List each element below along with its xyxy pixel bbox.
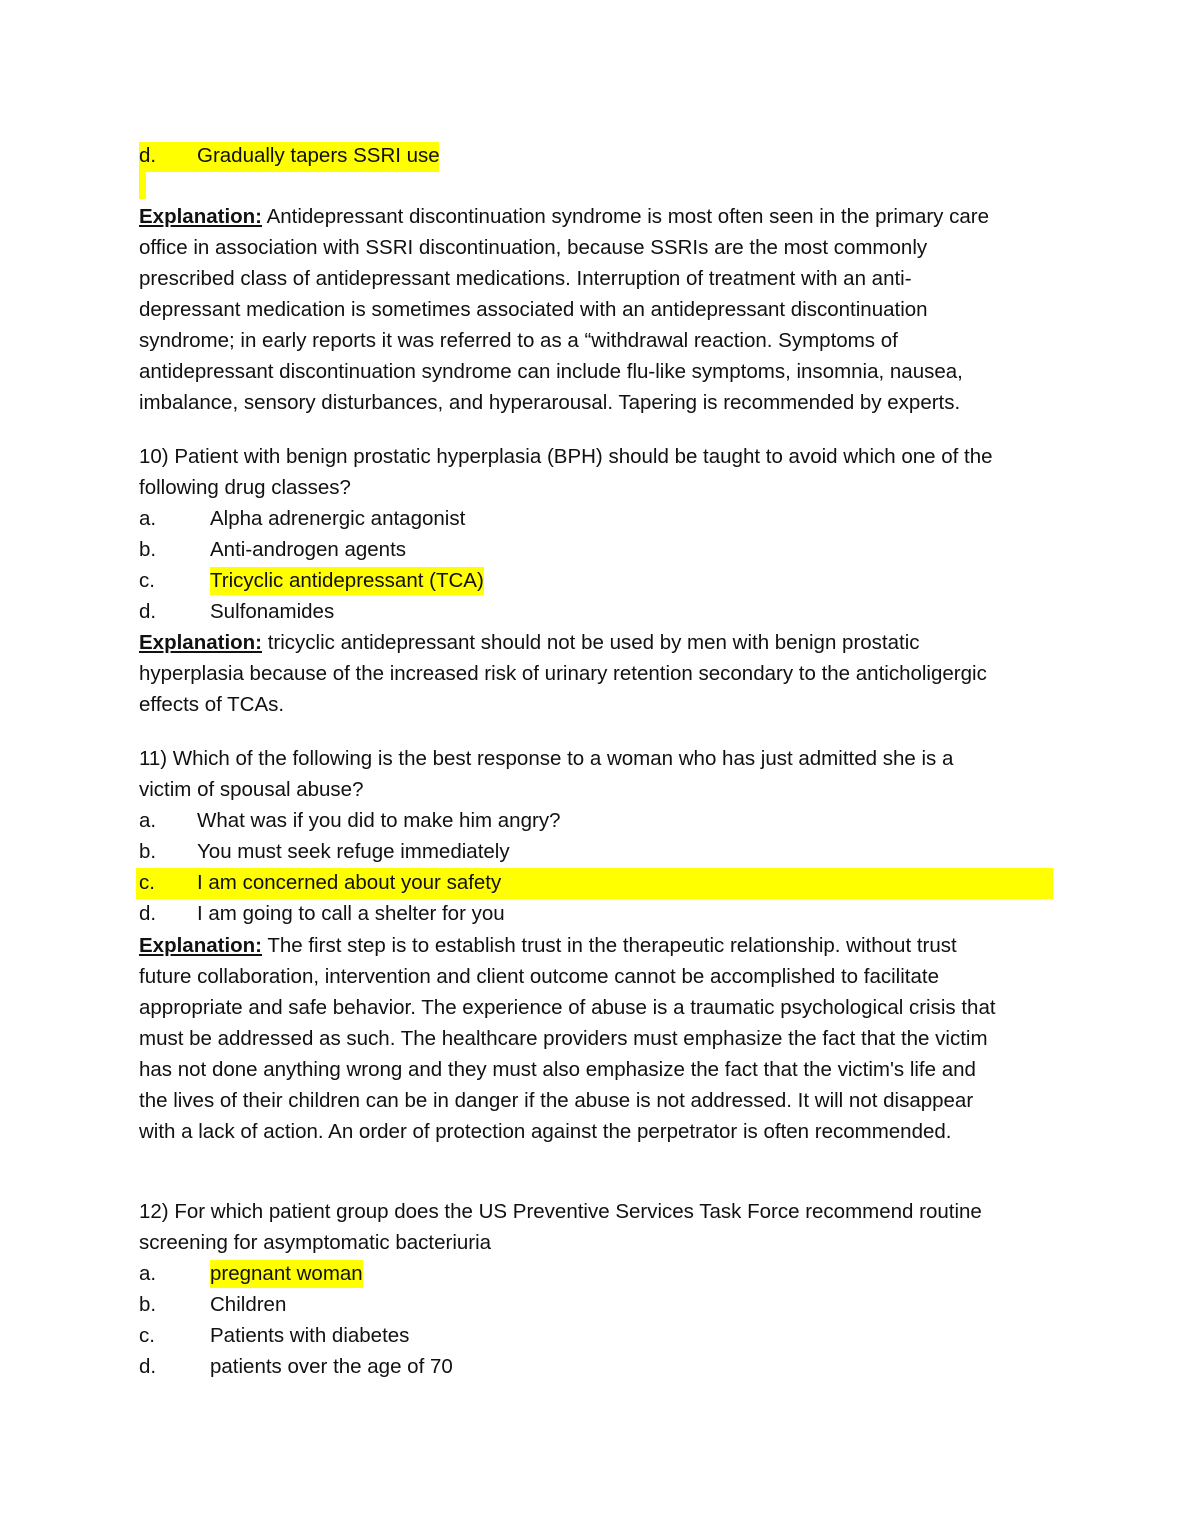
q12-option-a: [139, 1260, 739, 1288]
option-text: Sulfonamides: [210, 600, 335, 623]
q9-explanation-line-6: imbalance, sensory disturbances, and hyperarousal. Tapering is recommended by experts.: [139, 391, 961, 414]
q11-explanation-line-1: future collaboration, intervention and client outcome cannot be accomplished to facilitate: [139, 965, 939, 988]
option-text: patients over the age of 70: [210, 1355, 453, 1378]
q10-question-line-0: 10) Patient with benign prostatic hyperplasia (BPH) should be taught to avoid which one of the: [139, 445, 993, 468]
option-label: c.: [139, 1324, 155, 1347]
option-label: a.: [139, 507, 157, 530]
q10-explanation-line-1: hyperplasia because of the increased risk of urinary retention secondary to the anticholigergic: [139, 662, 987, 685]
option-label: d.: [139, 600, 157, 623]
option-label: d.: [139, 902, 157, 925]
q12-question-line-0: 12) For which patient group does the US Preventive Services Task Force recommend routine: [139, 1200, 982, 1223]
q9-explanation-line-5: antidepressant discontinuation syndrome can include flu-like symptoms, insomnia, nausea,: [139, 360, 963, 383]
q9-explanation-line-2: prescribed class of antidepressant medications. Interruption of treatment with an anti-: [139, 267, 912, 290]
q9-explanation-line-0: [139, 203, 989, 231]
explanation-heading: Explanation:: [139, 934, 263, 957]
option-label: c.: [139, 569, 155, 592]
q9-explanation-line-1: office in association with SSRI discontinuation, because SSRIs are the most commonly: [139, 236, 928, 259]
q12-question-line-1: screening for asymptomatic bacteriuria: [139, 1231, 492, 1254]
q11-question-line-0: 11) Which of the following is the best response to a woman who has just admitted she is a: [139, 747, 954, 770]
explanation-heading: Explanation:: [139, 631, 263, 654]
highlight-mark: [139, 171, 146, 199]
q10-question-line-1: following drug classes?: [139, 476, 351, 499]
q11-explanation-line-0: [139, 932, 957, 960]
q9-option-d: [139, 142, 439, 172]
option-label: d.: [139, 1355, 157, 1378]
option-label: b.: [139, 840, 157, 863]
q12-option-d: [139, 1353, 739, 1381]
q12-option-b: [139, 1291, 739, 1319]
explanation-text: Antidepressant discontinuation syndrome is most often seen in the primary care: [262, 205, 990, 228]
q10-option-a: [139, 505, 739, 533]
option-text: Gradually tapers SSRI use: [197, 144, 440, 167]
option-label: a.: [139, 1262, 157, 1285]
option-text: I am concerned about your safety: [197, 871, 502, 894]
option-text: What was if you did to make him angry?: [197, 809, 561, 832]
q11-explanation-line-5: the lives of their children can be in danger if the abuse is not addressed. It will not disappear: [139, 1089, 974, 1112]
q11-option-d: [139, 900, 739, 928]
q11-explanation-line-6: with a lack of action. An order of protection against the perpetrator is often recommended.: [139, 1120, 952, 1143]
q10-explanation-line-0: [139, 629, 920, 657]
q10-explanation-line-2: effects of TCAs.: [139, 693, 285, 716]
q12-option-c: [139, 1322, 739, 1350]
option-label: c.: [139, 871, 155, 894]
option-label: b.: [139, 1293, 157, 1316]
q9-explanation-line-3: depressant medication is sometimes associated with an antidepressant discontinuation: [139, 298, 928, 321]
explanation-text: tricyclic antidepressant should not be used by men with benign prostatic: [262, 631, 920, 654]
q11-explanation-line-3: must be addressed as such. The healthcare providers must emphasize the fact that the victim: [139, 1027, 988, 1050]
option-text: Alpha adrenergic antagonist: [210, 507, 466, 530]
option-text: Tricyclic antidepressant (TCA): [210, 567, 484, 595]
q11-option-c: [139, 869, 739, 897]
q10-option-d: [139, 598, 739, 626]
q10-option-c: [139, 567, 739, 595]
q11-explanation-line-2: appropriate and safe behavior. The experience of abuse is a traumatic psychological crisis that: [139, 996, 996, 1019]
option-text: I am going to call a shelter for you: [197, 902, 505, 925]
option-label: d.: [139, 144, 157, 167]
q10-option-b: [139, 536, 739, 564]
option-text: Anti-androgen agents: [210, 538, 407, 561]
q11-explanation-line-4: has not done anything wrong and they must also emphasize the fact that the victim's life and: [139, 1058, 976, 1081]
q11-option-a: [139, 807, 739, 835]
option-label: b.: [139, 538, 157, 561]
option-text: Children: [210, 1293, 287, 1316]
explanation-text: The first step is to establish trust in the therapeutic relationship. without trust: [262, 934, 957, 957]
option-text: Patients with diabetes: [210, 1324, 410, 1347]
q11-question-line-1: victim of spousal abuse?: [139, 778, 364, 801]
q11-option-b: [139, 838, 739, 866]
q9-explanation-line-4: syndrome; in early reports it was referred to as a “withdrawal reaction. Symptoms of: [139, 329, 898, 352]
explanation-heading: Explanation:: [139, 205, 263, 228]
option-text: You must seek refuge immediately: [197, 840, 510, 863]
option-label: a.: [139, 809, 157, 832]
option-text: pregnant woman: [210, 1260, 363, 1288]
